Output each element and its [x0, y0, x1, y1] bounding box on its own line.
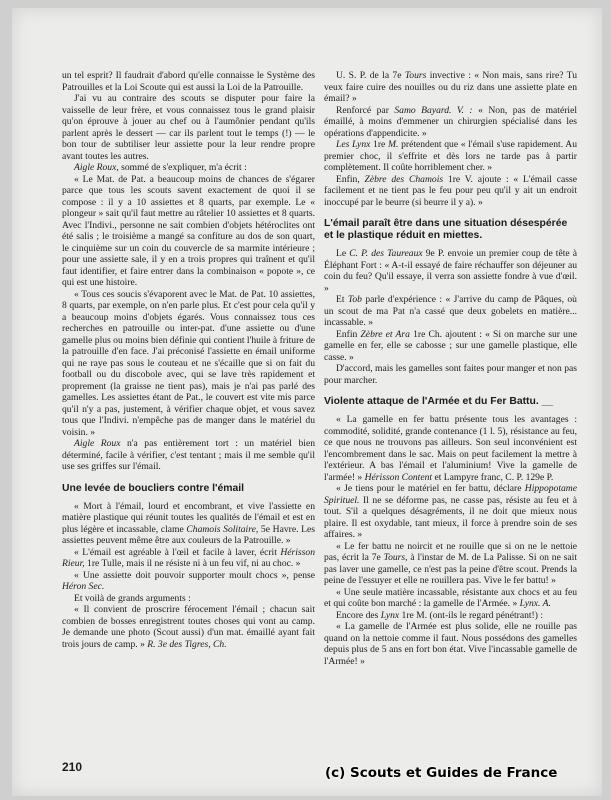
author-name: Tob — [347, 294, 362, 305]
section-heading: Violente attaque de l'Armée et du Fer Battu. __ — [324, 396, 554, 407]
paragraph-text: « Il convient de proscrire férocement l'émail ; chacun sait combien de bosses enregistrent toutes choses qui vont au camp. Je demande une photo (Scout aussi) d'un mat. émaillé ayant fait trois jours de camp. » — [62, 604, 315, 650]
paragraph-text: U. S. P. de la 7e — [336, 70, 405, 81]
paragraph — [324, 483, 577, 541]
paragraph-text: un tel esprit? Il faudrait d'abord qu'elle connaisse le Système des Patrouilles et la Loi Scoute qui est aussi la Loi de la Patrouille. — [62, 70, 315, 93]
paragraph — [324, 414, 577, 483]
paragraph — [62, 593, 315, 605]
paragraph-text: « Mort à l'émail, lourd et encombrant, et vive l'assiette en matière plastique qui réunit toutes les qualités de l'émail et est en plus légère et incassable, clame — [62, 500, 315, 535]
paragraph — [324, 329, 577, 364]
paragraph-text: « La gamelle de l'Armée est plus solide, elle ne rouille pas quand on la nettoie comme il faut. Nous possédons des gamelles depuis plus de 5 ans en fort bon état. Vive l'incassable gamelle de l'Armée! » — [324, 621, 577, 667]
author-name: Lynx. A. — [519, 598, 551, 609]
paragraph-text: Enfin — [336, 328, 361, 340]
page-number: 210 — [62, 760, 83, 774]
author-name: Tours — [404, 70, 427, 81]
author-name: Hérisson Content — [364, 471, 433, 483]
paragraph — [324, 70, 577, 105]
author-name: Tours, — [383, 552, 408, 563]
paragraph-text: Enfin, — [336, 173, 365, 185]
paragraph-text: 1re M. (ont-ils le regard pénétrant!) : — [399, 609, 543, 621]
paragraph — [324, 139, 577, 174]
paragraph-text: 1re Ch. ajoutent : « Si on marche sur une gamelle en fer, elle se cabosse ; sur une gamelle plastique, elle casse. » — [324, 328, 577, 363]
paragraph-text: , sommé de s'expliquer, m'a écrit : — [116, 162, 247, 173]
author-name: Les Lynx — [336, 139, 371, 150]
paragraph-text: Il ne se déforme pas, ne casse pas, résiste au feu et à tout. S'il a quelques désagréments, il ne doit que mieux nous plaire. Il est oxydable, tant mieux, il force à prendre soin de ses affaires. » — [324, 494, 577, 540]
author-name: M. — [388, 139, 399, 150]
paragraph-text: 1re Tulle, mais il ne résiste ni à un feu vif, ni au choc. » — [84, 558, 301, 569]
paragraph-text: « La gamelle en fer battu présente tous les avantages : commodité, solidité, grande contenance (1 l. 5), résistance au feu, ce que nous ne trouvons pas ailleurs. Son seul inconvénient est l'encombrement dans le sac. Mais on peut facilement la mettre à l'extérieur. A bas l'émail et l'aluminium! Vive la gamelle de l'armée! » — [324, 414, 577, 483]
paragraph — [62, 70, 315, 93]
author-name: Chamois Solitaire, — [186, 523, 259, 535]
paragraph — [324, 363, 577, 386]
paragraph — [324, 610, 577, 622]
paragraph-text: invective : « Non mais, sans rire? Tu veux faire cuire des nouilles ou du riz dans une assiette plate en émail? » — [324, 70, 577, 104]
author-name: R. 3e des Tigres, Ch. — [147, 638, 227, 650]
paragraph-text: « Le Mat. de Pat. a beaucoup moins de chances de s'égarer parce que tous les scouts savent exactement de quoi il se compose : il y a 10 assiettes et 8 quarts, par exemple. Le « plongeur » sait qu'il faut mettre au râtelier 10 assiettes et 8 quarts. Avec l'Indivi., personne ne sait combien d'objets hétéroclites ont été salis ; le troisième a mangé sa confiture au dos de son quart, le cinquième sur un coin du couvercle de sa marmite intérieure ; pour une assiette sale, il y en a trois propres qui traînent et qu'il faut identifier, et faire entrer dans la combinaison « popote », ce qui est une histoire. — [62, 173, 315, 288]
paragraph — [324, 294, 577, 329]
paragraph — [62, 604, 315, 650]
paragraph-text: « L'émail est agréable à l'œil et facile à laver, écrit — [74, 546, 281, 558]
paragraph — [324, 541, 577, 587]
paragraph-text: D'accord, mais les gamelles sont faites pour manger et non pas pour marcher. — [324, 363, 577, 386]
author-name: Héron Sec. — [62, 581, 105, 592]
copyright-watermark: (c) Scouts et Guides de France — [325, 765, 558, 781]
paragraph-text: « Non, pas de matériel émaillé, à moins d'emmener un chirurgien spécialisé dans les opérations d'appendicite. » — [324, 104, 577, 139]
paragraph-text: à l'instar de M. de La Palisse. Si on ne sait pas laver une gamelle, ce n'est pas la peine d'être scout. Prends la peine de l'essuyer et elle ne rouillera pas. Vive le fer battu! » — [324, 552, 577, 586]
paragraph-text: Et voilà de grands arguments : — [74, 592, 191, 604]
paragraph — [62, 438, 315, 473]
author-name: Aigle Roux — [74, 438, 121, 449]
author-name: Aigle Roux — [74, 162, 117, 173]
paragraph — [62, 174, 315, 289]
paragraph-text: J'ai vu au contraire des scouts se disputer pour faire la vaisselle de leur frère, et vous connaissez tous le grand plaisir qu'on éprouve à jouer au chef ou à l'aumônier pendant qu'ils parlent après le dessert — car ils parlent tout le temps (!) — le bon tour de subtiliser leur assiette pour la leur rendre propre avant toutes les autres. — [62, 93, 315, 162]
paragraph — [62, 93, 315, 162]
paragraph-text: prétendent que « l'émail s'use rapidement. Au premier choc, il s'effrite et dès lors ne tarde pas à partir complètement. Il coûte horriblement cher. » — [324, 139, 577, 173]
paragraph — [62, 289, 315, 439]
paragraph-text: « Une seule matière incassable, résistante aux chocs et au feu et qui coûte bon marché : la gamelle de l'Armée. » — [324, 586, 577, 609]
author-name: C. P. des Taureaux — [349, 248, 423, 259]
paragraph-text: Le — [336, 248, 350, 259]
paragraph — [62, 501, 315, 547]
paragraph — [324, 174, 577, 209]
author-name: Hérisson Rieur, — [62, 546, 315, 569]
author-name: Samo Bayard. V. : — [394, 104, 473, 116]
paragraph-text: 1re V. ajoute : « L'émail casse facilement et ne tient pas le feu pour peu qu'il y ait un endroit inoccupé par le beurre (si beurre il y a). » — [324, 173, 577, 208]
paragraph — [62, 547, 315, 570]
paragraph-text: Encore des — [336, 609, 381, 621]
section-heading: Une levée de boucliers contre l'émail — [62, 482, 245, 494]
author-name: Lynx — [380, 609, 400, 621]
paragraph-text: 5e Havre. Les assiettes peuvent même être aux couleurs de la Patrouille. » — [62, 523, 315, 546]
paragraph-text: 1re — [370, 139, 388, 150]
paragraph-text: « Tous ces soucis s'évaporent avec le Mat. de Pat. 10 assiettes, 8 quarts, par exemple, on n'en parle plus. Et c'est pour cela qu'il y a beaucoup moins d'objets égarés. Vous connaissez tous ces recherches en patrouille ou inter-pat. d'une assiette ou d'une gamelle plus ou moins bien définie qui contient l'huile à friture de la patrouille d'en face. J'ai préconisé l'assiette en émail uniforme qui ne raye pas sous le couteau et ne s'écaille que si on fait du football ou du discobole avec, qui se lave très rapidement et proprement (la graisse ne tient pas), mais je n'ai pas parlé des gamelles. Les assiettes étant de Pat., le couvert est vite mis parce qu'il n'y a pas, justement, à vérifier chaque objet, et vous savez tous que l'Indivi. n'empêche pas de manger dans le matériel du voisin. » — [62, 288, 315, 438]
left-column — [62, 70, 315, 650]
paragraph — [324, 105, 577, 140]
paragraph-text: et Lampyre franc, C. P. 129e P. — [432, 471, 554, 483]
paragraph — [324, 248, 577, 294]
right-column — [324, 70, 577, 667]
section-heading: L'émail paraît être dans une situation désespérée et le plastique réduit en miettes. — [324, 218, 568, 241]
paragraph-text: Renforcé par — [336, 104, 395, 116]
author-name: Zèbre des Chamois — [364, 173, 444, 185]
paragraph-text: parle d'expérience : « J'arrive du camp de Pâques, où un scout de ma Pat n'a cassé que deux gobelets en matière... incassable. » — [324, 294, 577, 328]
paragraph — [324, 587, 577, 610]
paragraph — [324, 621, 577, 667]
paragraph-text: « Le fer battu ne noircit et ne rouille que si on ne le nettoie pas, écrit la 7e — [324, 540, 577, 563]
paragraph-text: Et — [336, 294, 348, 305]
magazine-page — [12, 8, 602, 796]
paragraph — [62, 570, 315, 593]
paragraph-text: « Je tiens pour le matériel en fer battu, déclare — [336, 483, 525, 494]
paragraph — [62, 162, 315, 174]
author-name: Hippopotame Spirituel. — [324, 483, 577, 506]
paragraph-text: « Une assiette doit pouvoir supporter moult chocs », pense — [74, 569, 315, 581]
paragraph-text: 9e P. envoie un premier coup de tête à Éléphant Fort : « A-t-il essayé de faire réchauffer son déjeuner au coin du feu? Qu'il essaye, il verra son assiette fondre à vue d'œil. » — [324, 248, 577, 294]
author-name: Zèbre et Ara — [360, 328, 410, 340]
paragraph-text: n'a pas entièrement tort : un matériel bien déterminé, facile à vérifier, c'est tentant ; mais il me semble qu'il use ses griffes sur l'émail. — [62, 438, 315, 472]
